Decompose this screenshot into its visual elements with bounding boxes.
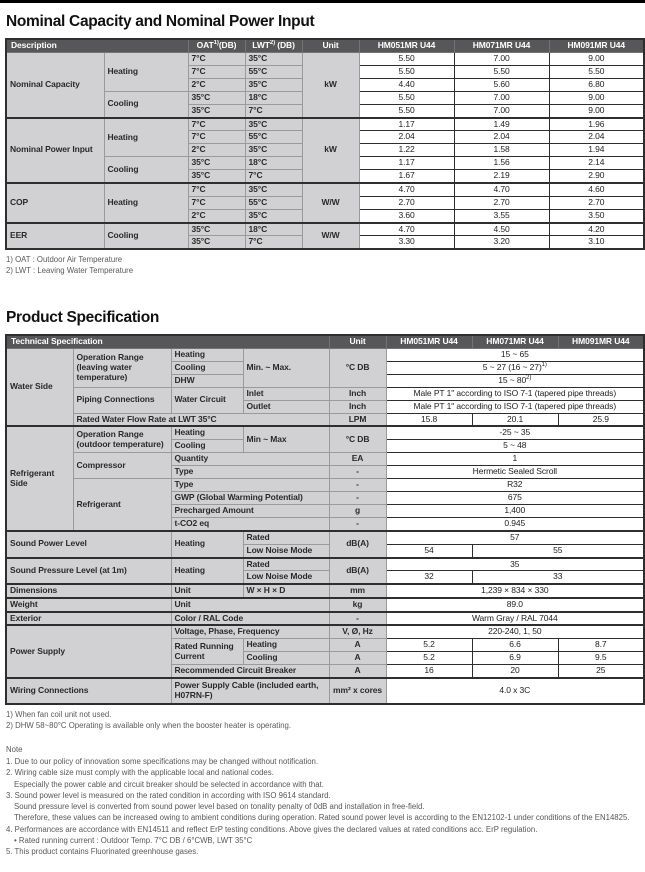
product-specification-table — [5, 334, 645, 705]
group-label-capacity: Nominal Capacity — [6, 52, 104, 117]
table-row — [6, 223, 644, 236]
value-cell: Warm Gray / RAL 7044 — [386, 612, 644, 626]
spec-label: Cooling — [243, 652, 329, 665]
unit-cell: °C DB — [329, 348, 386, 387]
value-cell: 1.56 — [454, 157, 549, 170]
table1-footnotes — [6, 255, 645, 277]
table-row — [6, 625, 644, 638]
value-cell: 9.00 — [549, 52, 644, 65]
unit-cell: - — [329, 466, 386, 479]
value-cell: 2.70 — [549, 196, 644, 209]
value-cell: 9.00 — [549, 104, 644, 117]
value-cell: 2.04 — [549, 131, 644, 144]
value-cell: 57 — [386, 531, 644, 544]
value-cell: 5.2 — [386, 652, 472, 665]
lwt-cell: 7°C — [245, 104, 302, 117]
value-cell: 7.00 — [454, 91, 549, 104]
oat-cell: 7°C — [188, 118, 245, 131]
value-cell: Hermetic Sealed Scroll — [386, 466, 644, 479]
model-header: HM091MR U44 — [558, 335, 644, 348]
value-cell: 5 ~ 48 — [386, 440, 644, 453]
value-cell: 4.0 x 3C — [386, 678, 644, 704]
value-cell: 2.04 — [454, 131, 549, 144]
mode-label-cooling: Cooling — [104, 157, 188, 183]
unit-cell: LPM — [329, 413, 386, 426]
spec-label: Rated Water Flow Rate at LWT 35°C — [73, 413, 329, 426]
group-label-sound-pressure: Sound Pressure Level (at 1m) — [6, 558, 171, 585]
value-cell: 2.70 — [359, 196, 454, 209]
table-row — [6, 348, 644, 361]
spec-label: Operation Range (leaving water temperature) — [73, 348, 171, 387]
value-cell: 3.10 — [549, 236, 644, 249]
value-cell: 55 — [472, 544, 644, 557]
unit-cell: kW — [302, 118, 359, 184]
model-header: HM091MR U44 — [549, 39, 644, 52]
value-cell: 25.9 — [558, 413, 644, 426]
lwt-cell: 55°C — [245, 196, 302, 209]
note-line: Therefore, these values can be increased owing to ambient conditions during operation. Rated sound power level is according to the EN12102-1 under conditions of the EN14825. — [14, 813, 630, 823]
unit-cell: V, Ø, Hz — [329, 625, 386, 638]
value-cell: 3.30 — [359, 236, 454, 249]
value-cell: 5.50 — [359, 104, 454, 117]
value-cell: 3.50 — [549, 209, 644, 222]
value-cell: 2.04 — [359, 131, 454, 144]
table-row — [6, 387, 644, 400]
spec-label: Type — [171, 466, 329, 479]
footnote: 2) DHW 58~80°C Operating is available only when the booster heater is operating. — [6, 720, 292, 730]
footnote: 1) OAT : Outdoor Air Temperature — [6, 255, 123, 265]
value-cell: Male PT 1" according to ISO 7-1 (tapered pipe threads) — [386, 387, 644, 400]
value-cell: 2.14 — [549, 157, 644, 170]
section-title-nominal: Nominal Capacity and Nominal Power Input — [6, 13, 315, 30]
nominal-capacity-table — [5, 38, 645, 250]
lwt-cell: 35°C — [245, 52, 302, 65]
unit-cell: - — [329, 612, 386, 626]
value-cell: 4.40 — [359, 78, 454, 91]
group-label-refrigerant-side: Refrigerant Side — [6, 426, 73, 531]
value-cell: 33 — [472, 571, 644, 584]
value-cell: 2.70 — [454, 196, 549, 209]
value-cell: 9.00 — [549, 91, 644, 104]
value-cell: -25 ~ 35 — [386, 426, 644, 439]
table-row — [6, 678, 644, 704]
note-line: Especially the power cable and circuit breaker should be selected in accordance with that. — [14, 779, 324, 789]
unit-cell: EA — [329, 453, 386, 466]
value-cell: R32 — [386, 479, 644, 492]
value-cell: 675 — [386, 492, 644, 505]
oat-header: OAT$^{1)}$(DB) — [188, 39, 245, 52]
value-cell: 6.9 — [472, 652, 558, 665]
mode-label-heating: Heating — [104, 118, 188, 157]
table-row — [6, 183, 644, 196]
oat-cell: 2°C — [188, 209, 245, 222]
spec-label: Heating — [171, 558, 243, 585]
table-row — [6, 479, 644, 492]
value-cell: 1.96 — [549, 118, 644, 131]
spec-label: Piping Connections — [73, 387, 171, 413]
mode-label-cooling: Cooling — [104, 91, 188, 117]
spec-label: Refrigerant — [73, 479, 171, 531]
table-row — [6, 426, 644, 439]
value-cell: 4.20 — [549, 223, 644, 236]
spec-label: Rated — [243, 531, 329, 544]
oat-cell: 35°C — [188, 170, 245, 183]
unit-cell: Inch — [329, 400, 386, 413]
spec-label: Power Supply Cable (included earth, H07RN-F) — [171, 678, 329, 704]
value-cell: 16 — [386, 665, 472, 678]
lwt-cell: 18°C — [245, 223, 302, 236]
value-cell: 2.90 — [549, 170, 644, 183]
table-row — [6, 612, 644, 626]
table2-header-row — [6, 335, 644, 348]
value-cell: 4.70 — [359, 183, 454, 196]
table-row — [6, 531, 644, 544]
value-cell: 89.0 — [386, 598, 644, 612]
spec-label: Heating — [171, 531, 243, 558]
value-cell: 3.55 — [454, 209, 549, 222]
oat-cell: 2°C — [188, 144, 245, 157]
value-cell: 5 ~ 27 (16 ~ 27)$^{1)}$ — [386, 361, 644, 374]
spec-label: Low Noise Mode — [243, 544, 329, 557]
unit-cell: dB(A) — [329, 558, 386, 585]
model-header: HM071MR U44 — [472, 335, 558, 348]
unit-cell: - — [329, 492, 386, 505]
value-cell: 7.00 — [454, 52, 549, 65]
mode-label-heating: Heating — [104, 52, 188, 91]
unit-cell: dB(A) — [329, 531, 386, 558]
spec-label: Type — [171, 479, 329, 492]
value-cell: 5.60 — [454, 78, 549, 91]
value-cell: 4.70 — [454, 183, 549, 196]
oat-cell: 35°C — [188, 104, 245, 117]
lwt-cell: 18°C — [245, 157, 302, 170]
unit-cell: mm — [329, 584, 386, 598]
spec-label: Recommended Circuit Breaker — [171, 665, 329, 678]
value-cell: 6.80 — [549, 78, 644, 91]
group-label-dimensions: Dimensions — [6, 584, 171, 598]
oat-cell: 35°C — [188, 236, 245, 249]
lwt-cell: 7°C — [245, 170, 302, 183]
value-cell: 5.50 — [359, 65, 454, 78]
value-cell: 1.17 — [359, 118, 454, 131]
unit-cell: °C DB — [329, 426, 386, 452]
model-header: HM071MR U44 — [454, 39, 549, 52]
unit-cell: - — [329, 518, 386, 531]
group-label-exterior: Exterior — [6, 612, 171, 626]
value-cell: 5.50 — [359, 91, 454, 104]
table-row — [6, 413, 644, 426]
lwt-cell: 55°C — [245, 131, 302, 144]
oat-cell: 7°C — [188, 52, 245, 65]
spec-label: Operation Range (outdoor temperature) — [73, 426, 171, 452]
note-line: • Rated running current : Outdoor Temp. 7°C DB / 6°CWB, LWT 35°C — [14, 836, 253, 846]
group-label-cop: COP — [6, 183, 104, 223]
unit-header: Unit — [302, 39, 359, 52]
section-title-product-spec: Product Specification — [6, 308, 160, 326]
unit-cell: W/W — [302, 183, 359, 223]
table-row — [6, 453, 644, 466]
note-block — [6, 744, 637, 858]
spec-label: W × H × D — [243, 584, 329, 598]
oat-cell: 35°C — [188, 223, 245, 236]
spec-label: Quantity — [171, 453, 329, 466]
lwt-cell: 7°C — [245, 236, 302, 249]
value-cell: 15 ~ 80$^{2)}$ — [386, 374, 644, 387]
unit-cell: g — [329, 505, 386, 518]
lwt-cell: 35°C — [245, 118, 302, 131]
table-row — [6, 598, 644, 612]
unit-cell: A — [329, 639, 386, 652]
tech-spec-header: Technical Specification — [6, 335, 329, 348]
spec-label: Low Noise Mode — [243, 571, 329, 584]
value-cell: 1.17 — [359, 157, 454, 170]
model-header: HM051MR U44 — [359, 39, 454, 52]
note-line: 5. This product contains Fluorinated greenhouse gases. — [6, 847, 199, 857]
mode-label-heating: Heating — [104, 183, 188, 223]
value-cell: 1.22 — [359, 144, 454, 157]
value-cell: 15.8 — [386, 413, 472, 426]
value-cell: 54 — [386, 544, 472, 557]
group-label-power-input: Nominal Power Input — [6, 118, 104, 184]
lwt-cell: 35°C — [245, 209, 302, 222]
spec-label: Compressor — [73, 453, 171, 479]
mode-label-cooling: Cooling — [104, 223, 188, 250]
note-line: 2. Wiring cable size must comply with the applicable local and national codes. — [6, 768, 274, 778]
note-title: Note — [6, 744, 23, 754]
value-cell: 32 — [386, 571, 472, 584]
value-cell: 7.00 — [454, 104, 549, 117]
unit-cell: A — [329, 665, 386, 678]
value-cell: 2.19 — [454, 170, 549, 183]
value-cell: 3.20 — [454, 236, 549, 249]
group-label-weight: Weight — [6, 598, 171, 612]
value-cell: 35 — [386, 558, 644, 571]
oat-cell: 7°C — [188, 183, 245, 196]
lwt-cell: 35°C — [245, 144, 302, 157]
unit-cell: kg — [329, 598, 386, 612]
spec-label: Outlet — [243, 400, 329, 413]
spec-label: GWP (Global Warming Potential) — [171, 492, 329, 505]
value-cell: 1.94 — [549, 144, 644, 157]
value-cell: 5.50 — [359, 52, 454, 65]
spec-label: Min. ~ Max. — [243, 348, 329, 387]
value-cell: 5.50 — [549, 65, 644, 78]
spec-label: Cooling — [171, 361, 243, 374]
value-cell: 6.6 — [472, 639, 558, 652]
oat-cell: 35°C — [188, 157, 245, 170]
top-rule — [0, 0, 645, 3]
spec-label: Voltage, Phase, Frequency — [171, 625, 329, 638]
unit-cell: mm² x cores — [329, 678, 386, 704]
group-label-power-supply: Power Supply — [6, 625, 171, 678]
table-row — [6, 584, 644, 598]
footnote: 1) When fan coil unit not used. — [6, 709, 112, 719]
spec-label: Min ~ Max — [243, 426, 329, 452]
value-cell: 4.50 — [454, 223, 549, 236]
oat-cell: 35°C — [188, 91, 245, 104]
value-cell: 1.58 — [454, 144, 549, 157]
spec-label: Unit — [171, 598, 329, 612]
value-cell: 5.50 — [454, 65, 549, 78]
unit-cell: - — [329, 479, 386, 492]
group-label-wiring: Wiring Connections — [6, 678, 171, 704]
spec-label: Rated — [243, 558, 329, 571]
value-cell: 8.7 — [558, 639, 644, 652]
spec-label: Heating — [171, 348, 243, 361]
value-cell: 1,239 × 834 × 330 — [386, 584, 644, 598]
unit-cell: kW — [302, 52, 359, 117]
spec-label: Water Circuit — [171, 387, 243, 413]
model-header: HM051MR U44 — [386, 335, 472, 348]
spec-label: t-CO2 eq — [171, 518, 329, 531]
unit-header: Unit — [329, 335, 386, 348]
spec-label: Heating — [243, 639, 329, 652]
spec-label: Heating — [171, 426, 243, 439]
note-line: 3. Sound power level is measured on the rated condition in according with ISO 9614 standard. — [6, 790, 331, 800]
lwt-cell: 55°C — [245, 65, 302, 78]
lwt-cell: 35°C — [245, 183, 302, 196]
unit-cell: W/W — [302, 223, 359, 250]
table1-header-row — [6, 39, 644, 52]
unit-cell: A — [329, 652, 386, 665]
lwt-header: LWT$^{2)}$ (DB) — [245, 39, 302, 52]
footnote: 2) LWT : Leaving Water Temperature — [6, 266, 134, 276]
table-row — [6, 52, 644, 65]
value-cell: 5.2 — [386, 639, 472, 652]
table-row — [6, 558, 644, 571]
spec-label: DHW — [171, 374, 243, 387]
value-cell: 9.5 — [558, 652, 644, 665]
value-cell: 15 ~ 65 — [386, 348, 644, 361]
spec-label: Unit — [171, 584, 243, 598]
value-cell: 0.945 — [386, 518, 644, 531]
unit-cell: Inch — [329, 387, 386, 400]
group-label-water-side: Water Side — [6, 348, 73, 426]
oat-cell: 7°C — [188, 196, 245, 209]
value-cell: 4.70 — [359, 223, 454, 236]
value-cell: 1.49 — [454, 118, 549, 131]
value-cell: 3.60 — [359, 209, 454, 222]
value-cell: 1 — [386, 453, 644, 466]
value-cell: 25 — [558, 665, 644, 678]
value-cell: Male PT 1" according to ISO 7-1 (tapered pipe threads) — [386, 400, 644, 413]
value-cell: 1.67 — [359, 170, 454, 183]
note-line: 1. Due to our policy of innovation some specifications may be changed without notification. — [6, 757, 319, 766]
table-row — [6, 118, 644, 131]
spec-label: Color / RAL Code — [171, 612, 329, 626]
note-line: Sound pressure level is converted from sound power level based on tonality penalty of 0dB and installation in free-field. — [14, 802, 425, 812]
value-cell: 20.1 — [472, 413, 558, 426]
lwt-cell: 18°C — [245, 91, 302, 104]
spec-label: Precharged Amount — [171, 505, 329, 518]
value-cell: 4.60 — [549, 183, 644, 196]
oat-cell: 2°C — [188, 78, 245, 91]
value-cell: 1,400 — [386, 505, 644, 518]
lwt-cell: 35°C — [245, 78, 302, 91]
value-cell: 20 — [472, 665, 558, 678]
spec-label: Rated Running Current — [171, 639, 243, 665]
value-cell: 220-240, 1, 50 — [386, 625, 644, 638]
table2-footnotes — [6, 710, 645, 732]
description-header: Description — [6, 39, 188, 52]
oat-cell: 7°C — [188, 131, 245, 144]
group-label-eer: EER — [6, 223, 104, 250]
spec-label: Cooling — [171, 440, 243, 453]
note-line: 4. Performances are accordance with EN14511 and reflect ErP testing conditions. Above gives the declared values at rated conditions acc. ErP regulation. — [6, 824, 538, 834]
oat-cell: 7°C — [188, 65, 245, 78]
spec-label: Inlet — [243, 387, 329, 400]
group-label-sound-power: Sound Power Level — [6, 531, 171, 558]
